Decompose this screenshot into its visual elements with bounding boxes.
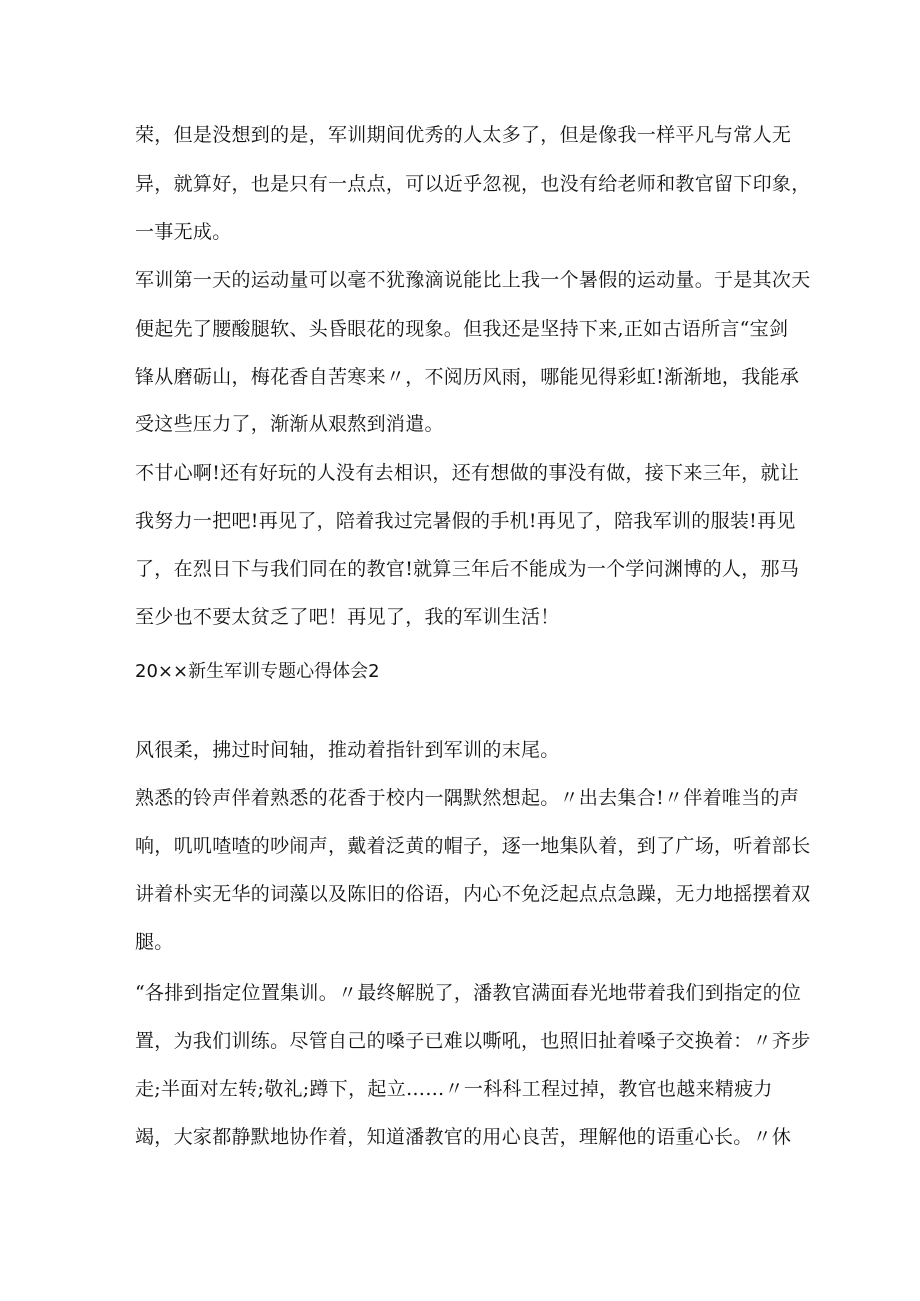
paragraph-line: 熟悉的铃声伴着熟悉的花香于校内一隅默然想起。〃出去集合!〃伴着唯当的声 xyxy=(135,787,800,809)
paragraph-line: 了，在烈日下与我们同在的教官!就算三年后不能成为一个学问渊博的人，那马 xyxy=(135,558,800,580)
paragraph-line: 军训第一天的运动量可以毫不犹豫滴说能比上我一个暑假的运动量。于是其次天 xyxy=(135,269,811,291)
paragraph-line: 我努力一把吧!再见了，陪着我过完暑假的手机!再见了，陪我军训的服装!再见 xyxy=(135,510,796,532)
paragraph-line: 腿。 xyxy=(135,931,174,953)
paragraph-line: 风很柔，拂过时间轴，推动着指针到军训的末尾。 xyxy=(135,739,560,761)
paragraph-line: 响，叽叽喳喳的吵闹声，戴着泛黄的帽子，逐一地集队着，到了广场，听着部长 xyxy=(135,835,811,857)
paragraph-line: 便起先了腰酸腿软、头昏眼花的现象。但我还是坚持下来,正如古语所言“宝剑 xyxy=(135,318,789,340)
paragraph-line: 置，为我们训练。尽管自己的嗓子已难以嘶吼，也照旧扯着嗓子交换着：〃齐步 xyxy=(135,1030,811,1052)
paragraph-line: 不甘心啊!还有好玩的人没有去相识，还有想做的事没有做，接下来三年，就让 xyxy=(135,462,800,484)
paragraph-line: 异，就算好，也是只有一点点，可以近乎忽视，也没有给老师和教官留下印象， xyxy=(135,173,811,195)
paragraph-line: 走;半面对左转;敬礼;蹲下，起立……〃一科科工程过掉，教官也越来精疲力 xyxy=(135,1078,773,1100)
paragraph-line: 一事无成。 xyxy=(135,221,232,243)
paragraph-line: 至少也不要太贫乏了吧！再见了，我的军训生活！ xyxy=(135,606,560,628)
paragraph-line: 受这些压力了，渐渐从艰熬到消遣。 xyxy=(135,413,444,435)
paragraph-line: 锋从磨砺山，梅花香自苦寒来〃，不阅历风雨，哪能见得彩虹!渐渐地，我能承 xyxy=(135,366,800,388)
section-heading: 20××新生军训专题心得体会2 xyxy=(135,661,380,682)
paragraph-line: 竭，大家都静默地协作着，知道潘教官的用心良苦，理解他的语重心长。〃休 xyxy=(135,1126,792,1148)
paragraph-line: 讲着朴实无华的词藻以及陈旧的俗语，内心不免泛起点点急躁，无力地摇摆着双 xyxy=(135,883,811,905)
paragraph-line: “各排到指定位置集训。〃最终解脱了，潘教官满面春光地带着我们到指定的位 xyxy=(135,982,802,1004)
paragraph-line: 荣，但是没想到的是，军训期间优秀的人太多了，但是像我一样平凡与常人无 xyxy=(135,124,792,146)
